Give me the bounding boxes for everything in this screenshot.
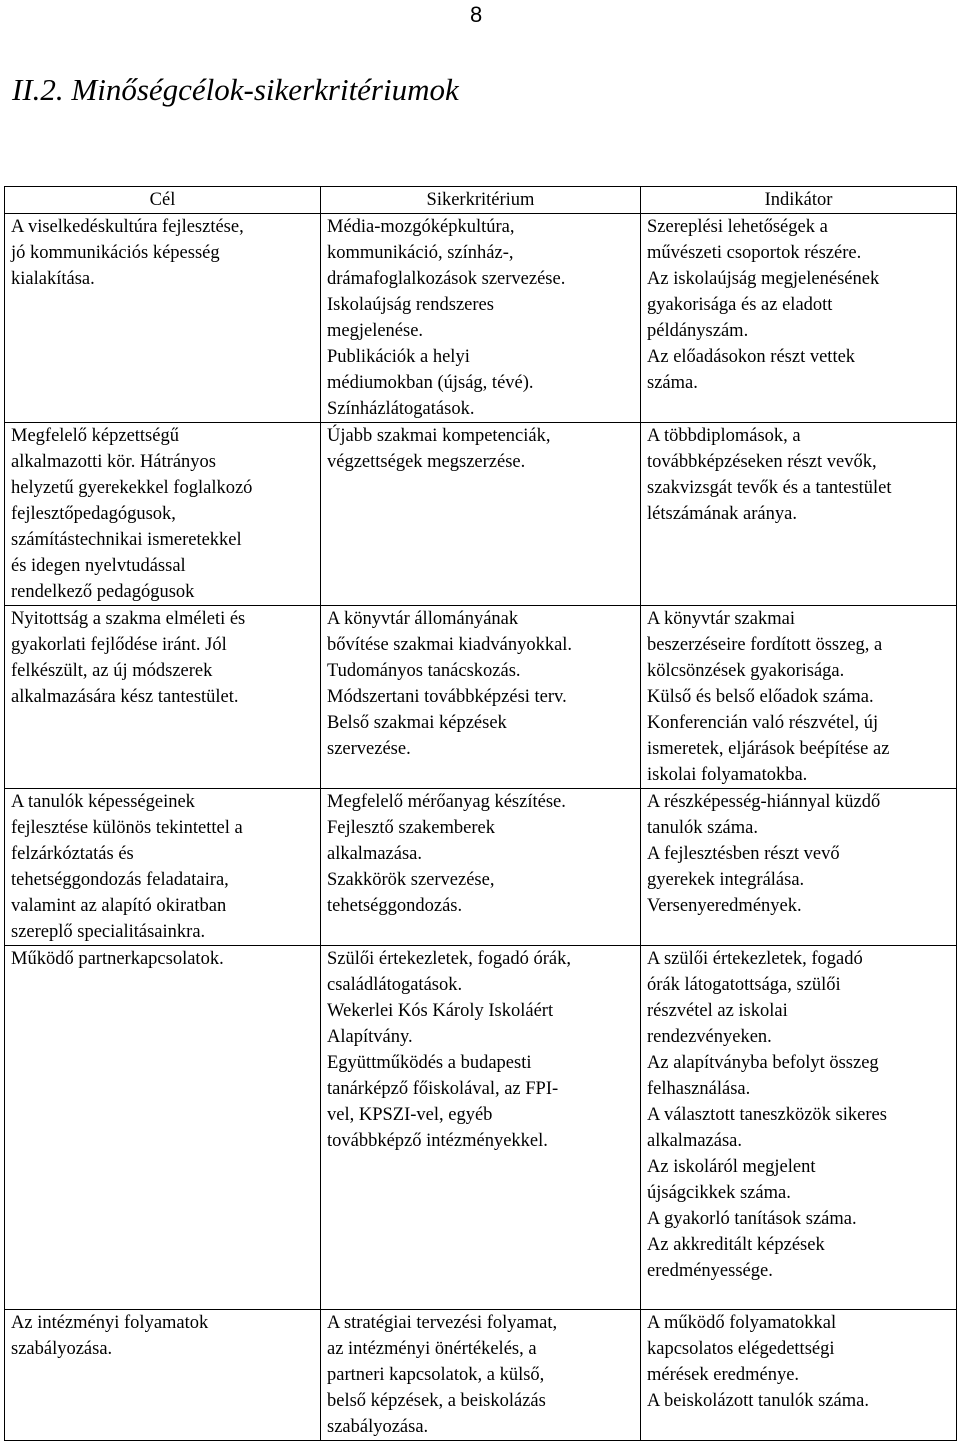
table-header-row [5,187,957,214]
cell-text-line: szabályozása. [327,1417,429,1437]
cell-text-line: kialakítása. [11,269,95,289]
cell-text-line: Az előadásokon részt vettek [647,347,856,367]
cell-text-line: eredményessége. [647,1261,773,1281]
cell-text-line: kapcsolatos elégedettségi [647,1339,835,1359]
cell-text-line: Az intézményi folyamatok [11,1313,209,1333]
cell-text-line: újságcikkek száma. [647,1183,791,1203]
cell-text-line: alkalmazotti kör. Hátrányos [11,452,216,472]
cell-text-line: Wekerlei Kós Károly Iskoláért [327,1001,554,1021]
cell-text-line: gyerekek integrálása. [647,870,805,890]
cell-text-line: szabályozása. [11,1339,113,1359]
sikerkriterium-cell [321,946,641,1310]
cell-text-line: Megfelelő mérőanyag készítése. [327,792,566,812]
cell-text-line: Publikációk a helyi [327,347,470,367]
cell-text-line: Újabb szakmai kompetenciák, [327,426,551,446]
cel-cell [5,789,321,946]
cell-text-line: Tudományos tanácskozás. [327,661,521,681]
cell-text-line: Iskolaújság rendszeres [327,295,494,315]
cell-text-line: A tanulók képességeinek [11,792,195,812]
cell-text-line: órák látogatottsága, szülői [647,975,841,995]
cell-text-line: részvétel az iskolai [647,1001,788,1021]
cell-text-line: Szereplési lehetőségek a [647,217,828,237]
cell-text-line: A választott taneszközök sikeres [647,1105,887,1125]
indikator-cell [641,606,957,789]
cell-text-line: partneri kapcsolatok, a külső, [327,1365,545,1385]
cell-text-line: Az iskoláról megjelent [647,1157,816,1177]
cell-text-line: médiumokban (újság, tévé). [327,373,534,393]
cel-cell [5,1310,321,1441]
cell-text-line: Fejlesztő szakemberek [327,818,495,838]
table-row [5,1310,957,1441]
cell-text-line: Az iskolaújság megjelenésének [647,269,880,289]
cell-text-line: Működő partnerkapcsolatok. [11,949,224,969]
cell-text-line: továbbképzéseken részt vevők, [647,452,877,472]
cell-text-line: Versenyeredmények. [647,896,802,916]
page-number: 8 [470,2,483,27]
cell-text-line: bővítése szakmai kiadványokkal. [327,635,573,655]
table-row [5,423,957,606]
cell-text-line: Konferencián való részvétel, új [647,713,879,733]
cell-text-line: kölcsönzések gyakorisága. [647,661,845,681]
header-indikator: Indikátor [641,187,957,214]
cell-text-line: száma. [647,373,698,393]
cell-text-line: továbbképző intézményekkel. [327,1131,548,1151]
cell-text-line: tehetséggondozás feladataira, [11,870,229,890]
cell-text-line: felzárkóztatás és [11,844,134,864]
cell-text-line: kommunikáció, színház-, [327,243,514,263]
cell-text-line: Színházlátogatások. [327,399,475,419]
cell-text-line: Megfelelő képzettségű [11,426,179,446]
cell-text-line: A könyvtár szakmai [647,609,795,629]
table-row [5,946,957,1310]
cell-text-line: Szakkörök szervezése, [327,870,495,890]
cell-text-line: és idegen nyelvtudással [11,556,186,576]
cell-text-line: A stratégiai tervezési folyamat, [327,1313,558,1333]
cell-text-line: Az akkreditált képzések [647,1235,825,1255]
cell-text-line: A részképesség-hiánnyal küzdő [647,792,881,812]
cell-text-line: vel, KPSZI-vel, egyéb [327,1105,493,1125]
indikator-cell [641,946,957,1310]
cell-text-line: A szülői értekezletek, fogadó [647,949,863,969]
cell-text-line: szereplő specialitásainkra. [11,922,206,942]
cell-text-line: létszámának aránya. [647,504,797,524]
cell-text-line: fejlesztése különös tekintettel a [11,818,243,838]
cel-cell [5,606,321,789]
cell-text-line: az intézményi önértékelés, a [327,1339,537,1359]
cell-text-line: A viselkedéskultúra fejlesztése, [11,217,244,237]
cell-text-line: felkészült, az új módszerek [11,661,213,681]
cell-text-line: beszerzéseire fordított összeg, a [647,635,883,655]
table-row [5,789,957,946]
cell-text-line: szakvizsgát tevők és a tantestület [647,478,892,498]
cell-text-line: alkalmazására kész tantestület. [11,687,239,707]
indikator-cell [641,214,957,423]
cell-text-line: A gyakorló tanítások száma. [647,1209,857,1229]
cell-text-line: rendelkező pedagógusok [11,582,195,602]
sikerkriterium-cell [321,1310,641,1441]
cell-text-line: iskolai folyamatokba. [647,765,808,785]
cell-text-line: családlátogatások. [327,975,463,995]
cell-text-line: Módszertani továbbképzési terv. [327,687,567,707]
cell-text-line: belső képzések, a beiskolázás [327,1391,546,1411]
cell-text-line: gyakorisága és az eladott [647,295,833,315]
cell-text-line: A fejlesztésben részt vevő [647,844,840,864]
cell-text-line: szervezése. [327,739,411,759]
cell-text-line: példányszám. [647,321,749,341]
sikerkriterium-cell [321,789,641,946]
cell-text-line: művészeti csoportok részére. [647,243,862,263]
cell-text-line: A beiskolázott tanulók száma. [647,1391,869,1411]
cell-text-line: megjelenése. [327,321,424,341]
cell-text-line: fejlesztőpedagógusok, [11,504,176,524]
header-sikerkriterium: Sikerkritérium [321,187,641,214]
sikerkriterium-cell [321,606,641,789]
header-cel: Cél [5,187,321,214]
cell-text-line: A könyvtár állományának [327,609,519,629]
cel-cell [5,214,321,423]
cell-text-line: drámafoglalkozások szervezése. [327,269,566,289]
cell-text-line: ismeretek, eljárások beépítése az [647,739,890,759]
sikerkriterium-cell [321,423,641,606]
cel-cell [5,423,321,606]
cell-text-line: alkalmazása. [647,1131,743,1151]
cell-text-line: Média-mozgóképkultúra, [327,217,515,237]
indikator-cell [641,1310,957,1441]
cell-text-line: végzettségek megszerzése. [327,452,526,472]
cell-text-line: A többdiplomások, a [647,426,801,446]
table-row [5,214,957,423]
cel-cell [5,946,321,1310]
cell-text-line: számítástechnikai ismeretekkel [11,530,242,550]
table-row [5,606,957,789]
criteria-table [4,186,957,1441]
cell-text-line: jó kommunikációs képesség [11,243,220,263]
cell-text-line: alkalmazása. [327,844,423,864]
cell-text-line: mérések eredménye. [647,1365,800,1385]
cell-text-line: rendezvényeken. [647,1027,772,1047]
indikator-cell [641,789,957,946]
section-heading: II.2. Minőségcélok-sikerkritériumok [12,72,459,107]
cell-text-line: A működő folyamatokkal [647,1313,837,1333]
indikator-cell [641,423,957,606]
cell-text-line: Az alapítványba befolyt összeg [647,1053,879,1073]
cell-text-line: Szülői értekezletek, fogadó órák, [327,949,571,969]
cell-text-line: tanárképző főiskolával, az FPI- [327,1079,559,1099]
cell-text-line: Külső és belső előadok száma. [647,687,874,707]
cell-text-line: valamint az alapító okiratban [11,896,227,916]
cell-text-line: Alapítvány. [327,1027,413,1047]
cell-text-line: Belső szakmai képzések [327,713,507,733]
sikerkriterium-cell [321,214,641,423]
cell-text-line: Együttműködés a budapesti [327,1053,532,1073]
cell-text-line: Nyitottság a szakma elméleti és [11,609,246,629]
table-body [5,214,957,1441]
cell-text-line: gyakorlati fejlődése iránt. Jól [11,635,227,655]
cell-text-line: felhasználása. [647,1079,751,1099]
cell-text-line: tanulók száma. [647,818,758,838]
cell-text-line: helyzetű gyerekekkel foglalkozó [11,478,253,498]
cell-text-line: tehetséggondozás. [327,896,463,916]
